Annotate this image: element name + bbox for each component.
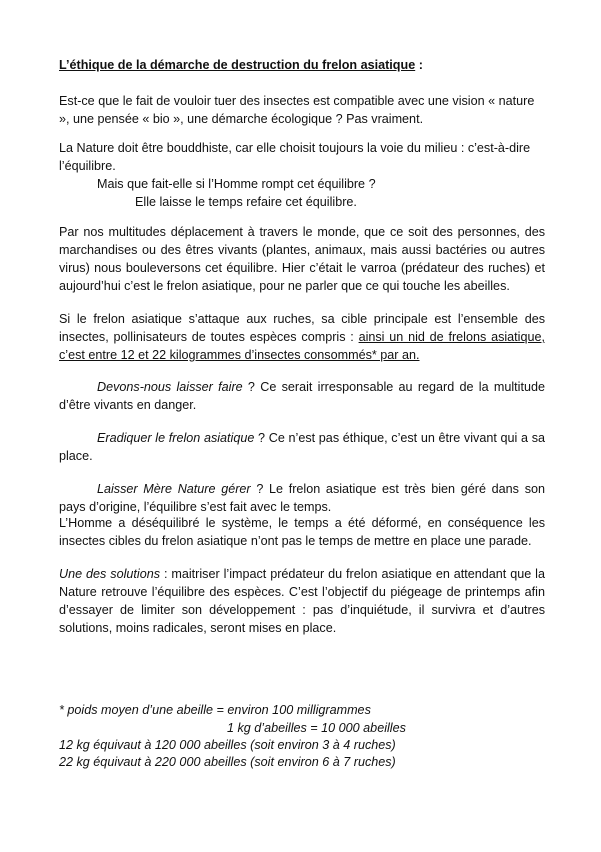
mother-nature-italic: Laisser Mère Nature gérer <box>97 482 251 496</box>
title-text: L’éthique de la démarche de destruction du frelon asiatique <box>59 58 416 72</box>
title-colon: : <box>415 58 423 72</box>
solution-italic: Une des solutions <box>59 567 160 581</box>
let-it-be-italic: Devons-nous laisser faire <box>97 380 243 394</box>
paragraph-question: Mais que fait-elle si l’Homme rompt cet équilibre ? <box>97 177 376 191</box>
paragraph-mother-nature <box>59 480 545 516</box>
paragraph-eradicate <box>59 429 545 465</box>
paragraph-travel: Par nos multitudes déplacement à travers le monde, que ce soit des personnes, des marchandises ou des êtres vivants (plantes, animaux, mais aussi bactéries ou autres virus) nous bouleversons cet équilibre. Hier c’était le varroa (prédateur des ruches) et aujourd’hui c’est le frelon asiatique, pour ne parler que ce qui touche les abeilles. <box>59 225 545 293</box>
page-title <box>59 56 545 74</box>
footnote-line-4: 22 kg équivaut à 220 000 abeilles (soit environ 6 à 7 ruches) <box>59 755 396 769</box>
paragraph-imbalance: L’Homme a déséquilibré le système, le temps a été déformé, en conséquence les insectes cibles du frelon asiatique n’ont pas le temps de mettre en place une parade. <box>59 516 545 548</box>
eradicate-italic: Eradiquer le frelon asiatique <box>97 431 255 445</box>
paragraph-solution <box>59 565 545 637</box>
solution-text: : maitriser l’impact prédateur du frelon asiatique en attendant que la Nature retrouve l’équilibre des espèces. C’est l’objectif du piégeage de printemps afin d’essayer de limiter son développement : pas d’inquiétude, il survivra et d’autres solutions, moins radicales, seront mises en place. <box>59 567 545 635</box>
let-it-be-text: ? Ce serait irresponsable au regard de la multitude d’être vivants en danger. <box>59 380 545 412</box>
footnote-line-1: * poids moyen d’une abeille = environ 100 milligrammes <box>59 703 371 717</box>
target-underlined: ainsi un nid de frelons asiatique, c’est entre 12 et 22 kilogrammes d’insectes consommés* par an. <box>59 330 545 362</box>
paragraph-target <box>59 310 545 364</box>
paragraph-let-it-be <box>59 378 545 414</box>
mother-nature-text: ? Le frelon asiatique est très bien géré dans son pays d’origine, l’équilibre s’est fait avec le temps. <box>59 482 545 514</box>
eradicate-text: ? Ce n’est pas éthique, c’est un être vivant qui a sa place. <box>59 431 545 463</box>
footnote-line-3: 12 kg équivaut à 120 000 abeilles (soit environ 3 à 4 ruches) <box>59 738 396 752</box>
target-text: Si le frelon asiatique s’attaque aux ruches, sa cible principale est l’ensemble des insectes, pollinisateurs de toutes espèces compris : <box>59 312 545 344</box>
paragraph-answer: Elle laisse le temps refaire cet équilibre. <box>135 195 357 209</box>
footnote-line-2: 1 kg d’abeilles = 10 000 abeilles <box>227 721 406 735</box>
paragraph-intro: Est-ce que le fait de vouloir tuer des insectes est compatible avec une vision « nature », une pensée « bio », une démarche écologique ? Pas vraiment. <box>59 94 535 126</box>
paragraph-nature-balance: La Nature doit être bouddhiste, car elle choisit toujours la voie du milieu : c’est-à-dire l’équilibre. <box>59 141 531 173</box>
